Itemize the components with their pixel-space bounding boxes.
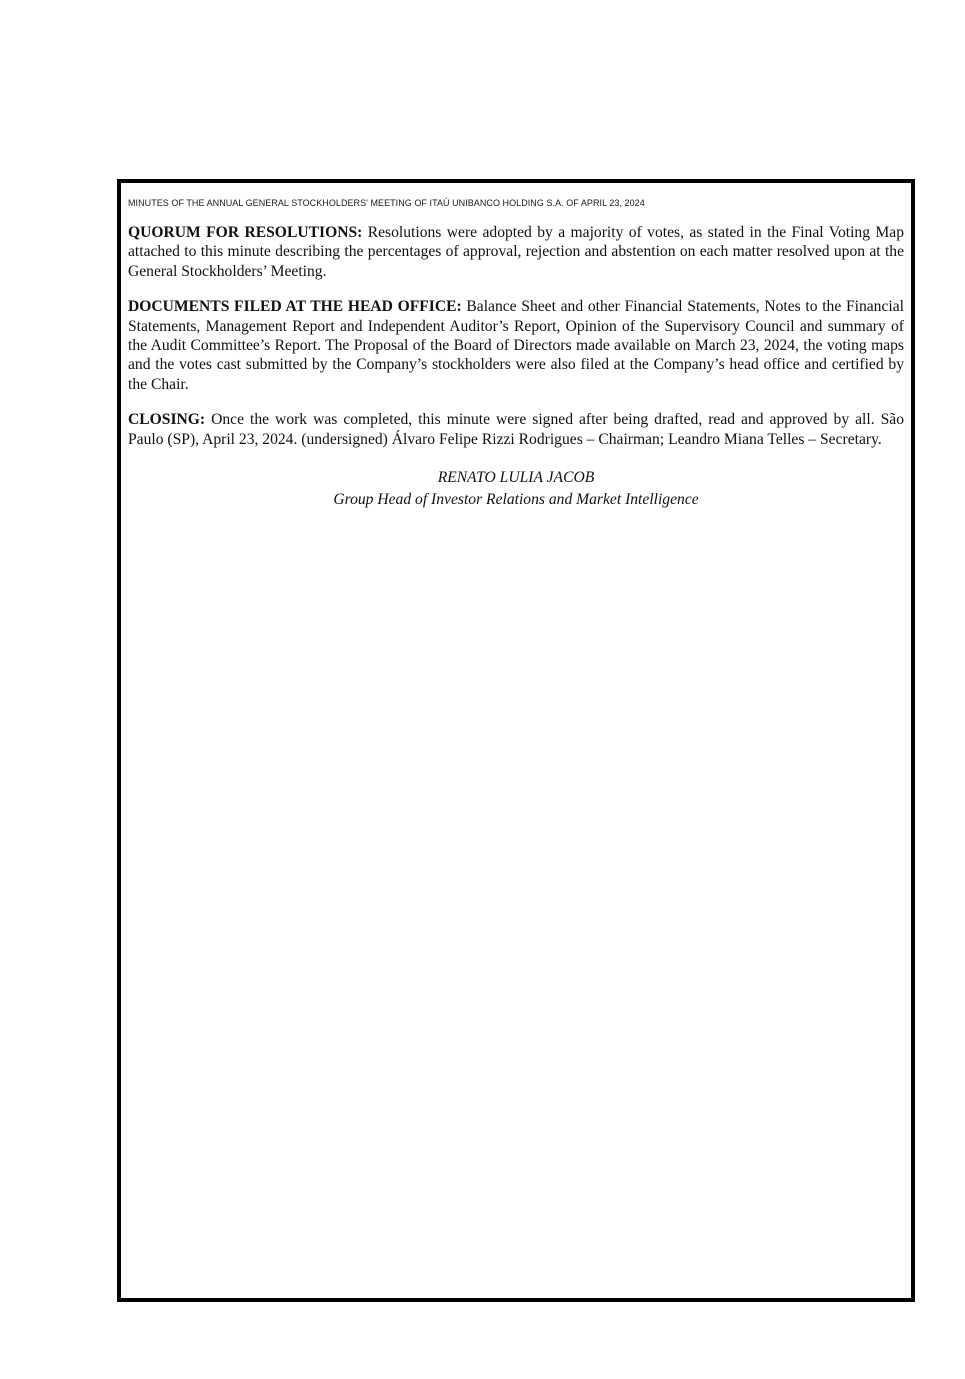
closing-paragraph	[128, 410, 904, 449]
signatory-name: RENATO LULIA JACOB	[437, 469, 595, 487]
signature-block	[128, 467, 904, 511]
closing-heading: CLOSING:	[128, 411, 206, 429]
signatory-title: Group Head of Investor Relations and Market Intelligence	[333, 491, 699, 509]
documents-filed-heading: DOCUMENTS FILED AT THE HEAD OFFICE:	[128, 298, 462, 316]
document-body	[128, 183, 904, 511]
document-header: MINUTES OF THE ANNUAL GENERAL STOCKHOLDERS' MEETING OF ITAÚ UNIBANCO HOLDING S.A. OF APRIL 23, 2024	[128, 198, 645, 208]
closing-text: Once the work was completed, this minute were signed after being drafted, read and approved by all. São Paulo (SP), April 23, 2024. (undersigned) Álvaro Felipe Rizzi Rodrigues – Chairman; Leandro Miana Telles – Secretary.	[128, 411, 904, 448]
quorum-heading: QUORUM FOR RESOLUTIONS:	[128, 224, 363, 241]
quorum-text: Resolutions were adopted by a majority of votes, as stated in the Final Voting Map attached to this minute describing the percentages of approval, rejection and abstention on each matter resolved upon at the General Stockholders’ Meeting.	[128, 224, 904, 280]
documents-filed-text: Balance Sheet and other Financial Statements, Notes to the Financial Statements, Management Report and Independent Auditor’s Report, Opinion of the Supervisory Council and summary of the Audit Committee’s Report. The Proposal of the Board of Directors made available on March 23, 2024, the voting maps and the votes cast submitted by the Company’s stockholders were also filed at the Company’s head office and certified by the Chair.	[128, 298, 904, 393]
quorum-paragraph	[128, 223, 904, 281]
page-frame	[117, 179, 915, 1302]
documents-filed-paragraph	[128, 297, 904, 394]
